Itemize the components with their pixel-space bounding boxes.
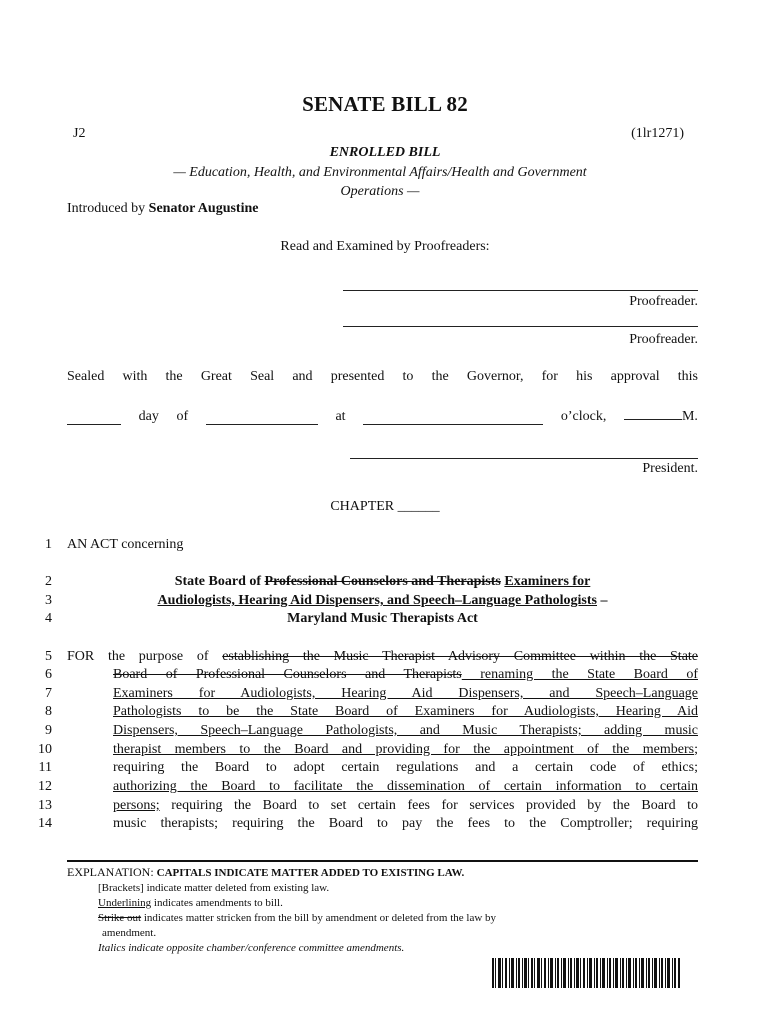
purpose-line-11: requiring the Board to adopt certain regulations and a certain code of ethics;: [113, 760, 698, 775]
committee-line: [110, 163, 650, 201]
legend-italics: Italics indicate opposite chamber/conference committee amendments.: [98, 942, 405, 954]
title-dash: –: [597, 593, 608, 608]
sponsor-name: Senator Augustine: [148, 201, 259, 216]
strikeout-text: indicates matter stricken from the bill by amendment or deleted from the law by: [141, 912, 497, 924]
day-word: day: [138, 409, 159, 424]
bill-title: SENATE BILL 82: [302, 92, 468, 116]
line-number: 13: [38, 798, 52, 813]
line-number: 2: [45, 574, 52, 589]
purpose-line-12: authorizing the Board to facilitate the dissemination of certain information to certain: [113, 779, 698, 794]
introduced-by: [67, 201, 258, 217]
line-number: 10: [38, 742, 52, 757]
footer-rule: [67, 860, 698, 862]
sealed-statement: Sealed with the Great Seal and presented to the Governor, for his approval this: [67, 369, 698, 384]
underlined-text: renaming the State Board of: [461, 667, 698, 682]
committee-line-1: — Education, Health, and Environmental Affairs/Health and Government: [173, 165, 587, 180]
underlined-text: persons;: [113, 798, 160, 813]
line-number: 9: [45, 723, 52, 738]
underlining-sample: Underlining: [98, 897, 152, 909]
bill-title-line-3: Maryland Music Therapists Act: [287, 611, 478, 626]
underlined-text: Audiologists, Hearing Aid Dispensers, and Speech–Language Pathologists: [157, 593, 597, 608]
proofreader-heading: Read and Examined by Proofreaders:: [280, 239, 490, 254]
oclock-word: o’clock,: [560, 409, 607, 424]
bill-title-line-2: [67, 593, 698, 609]
line-number: 6: [45, 667, 52, 682]
line-number: 1: [45, 537, 52, 552]
purpose-line-5: [67, 649, 698, 665]
month-blank: [206, 412, 318, 425]
line-number: 4: [45, 611, 52, 626]
enrolled-label: ENROLLED BILL: [329, 145, 441, 160]
legend-brackets: [98, 881, 329, 897]
barcode-image: [492, 958, 680, 988]
semicolon: ;: [694, 742, 698, 757]
subject-code: J2: [73, 126, 86, 141]
stricken-text: Professional Counselors and Therapists: [264, 574, 501, 589]
line-number: 8: [45, 704, 52, 719]
legend-underlining: [98, 896, 283, 912]
line-number: 14: [38, 816, 52, 831]
strikeout-sample: Strike out: [98, 912, 142, 924]
president-label: President.: [642, 461, 698, 476]
meridiem-blank: [624, 407, 682, 420]
time-blank: [363, 412, 543, 425]
president-signature-line: [350, 458, 698, 459]
purpose-line-6: [113, 667, 698, 683]
legend-strikeout: [98, 911, 496, 927]
brackets-text: indicate matter deleted from existing law.: [143, 882, 330, 894]
proofreader-label-1: Proofreader.: [629, 294, 698, 309]
purpose-prefix: FOR the purpose of: [67, 649, 223, 664]
explanation-label: EXPLANATION:: [67, 865, 154, 879]
line-number: 12: [38, 779, 52, 794]
underlined-text: therapist members to the Board and providing for the appointment of the members: [113, 742, 695, 757]
purpose-line-7: Examiners for Audiologists, Hearing Aid Dispensers, and Speech–Language: [113, 686, 698, 701]
title-part: State Board of: [174, 574, 265, 589]
bill-title-line-1: [67, 574, 698, 590]
purpose-line-9: Dispensers, Speech–Language Pathologists, and Music Therapists; adding music: [113, 723, 698, 738]
committee-line-2: Operations —: [340, 184, 420, 199]
underlined-text: Examiners for: [504, 574, 591, 589]
purpose-line-14: music therapists; requiring the Board to pay the fees to the Comptroller; requiring: [113, 816, 698, 831]
stricken-text: Board of Professional Counselors and Therapists: [113, 667, 462, 682]
explanation-heading: [67, 865, 464, 880]
legend-strikeout-cont: amendment.: [102, 927, 157, 939]
underlining-text: indicates amendments to bill.: [151, 897, 283, 909]
proofreader-signature-line-2: [343, 326, 698, 327]
act-line: AN ACT concerning: [67, 537, 184, 552]
purpose-text: requiring the Board to set certain fees for services provided by the Board to: [159, 798, 698, 813]
m-word: M.: [681, 409, 698, 424]
chapter-line: CHAPTER ______: [330, 499, 440, 514]
line-number: 7: [45, 686, 52, 701]
brackets-sample: [Brackets]: [98, 882, 144, 894]
line-number: 3: [45, 593, 52, 608]
proofreader-signature-line-1: [343, 290, 698, 291]
explanation-caps: CAPITALS INDICATE MATTER ADDED TO EXISTING LAW.: [156, 867, 465, 879]
at-word: at: [335, 409, 346, 424]
date-line: [67, 407, 698, 425]
introduced-prefix: Introduced by: [67, 201, 146, 216]
meridiem: [624, 407, 698, 425]
purpose-line-8: Pathologists to be the State Board of Examiners for Audiologists, Hearing Aid: [113, 704, 698, 719]
purpose-line-13: [113, 798, 698, 814]
purpose-line-10: [113, 742, 698, 758]
day-blank: [67, 412, 121, 425]
proofreader-label-2: Proofreader.: [629, 332, 698, 347]
drafting-code: (1lr1271): [631, 126, 684, 141]
line-number: 5: [45, 649, 52, 664]
stricken-text: establishing the Music Therapist Advisory Committee within the State: [222, 649, 699, 664]
line-number: 11: [38, 760, 52, 775]
of-word: of: [176, 409, 189, 424]
